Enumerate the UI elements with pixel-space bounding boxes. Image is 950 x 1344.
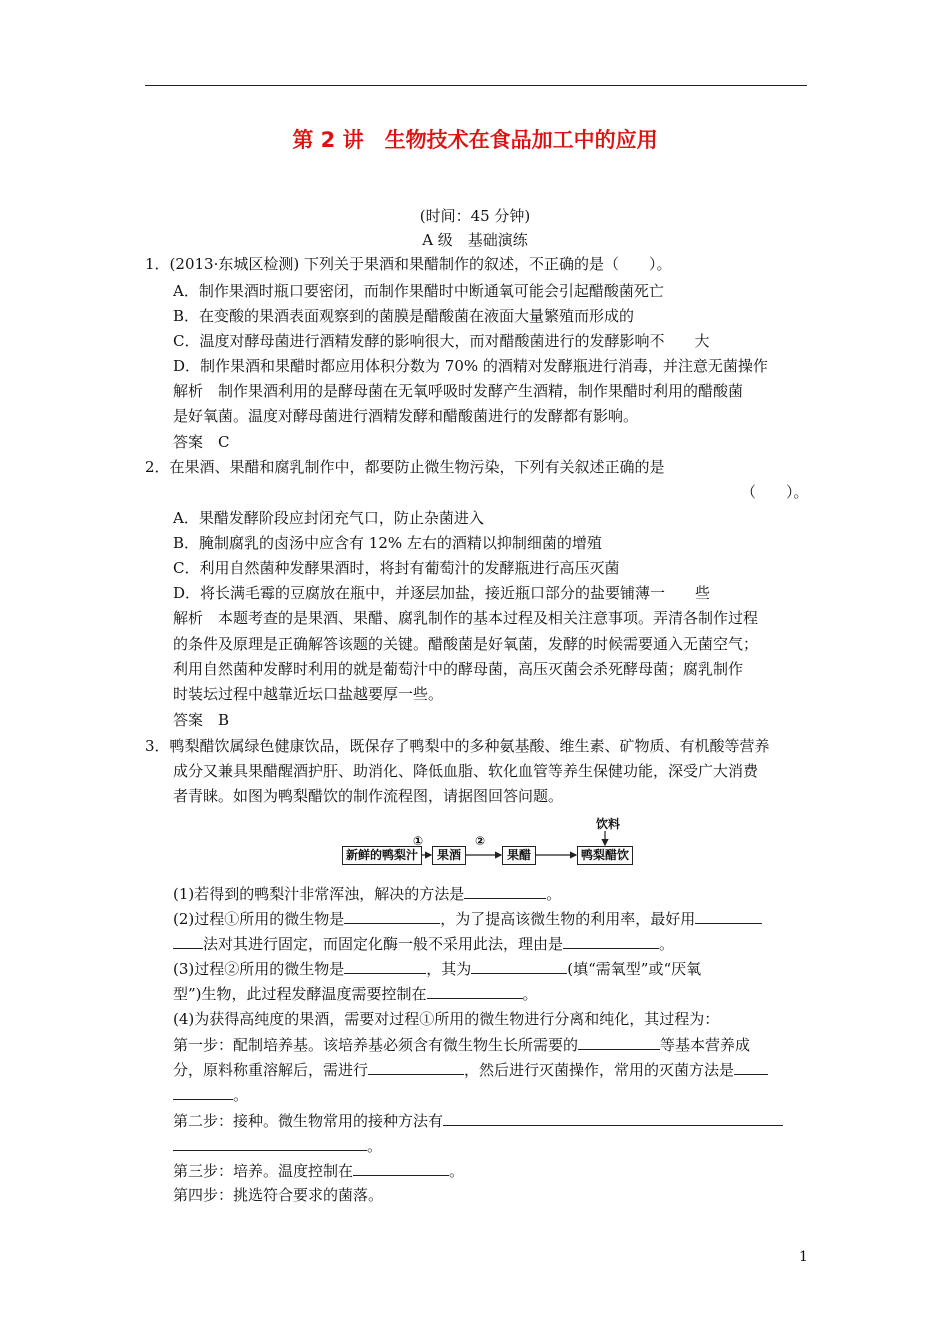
q2-option-c: C．利用自然菌种发酵果酒时，将封有葡萄汁的发酵瓶进行高压灭菌: [173, 559, 620, 577]
q3-part-2-cont: 法对其进行固定，而固定化酶一般不采用此法，理由是 。: [173, 933, 674, 954]
q2-option-a: A．果醋发酵阶段应封闭充气口，防止杂菌进入: [173, 509, 484, 527]
page-title: 第 2 讲 生物技术在食品加工中的应用: [292, 128, 658, 152]
q3-step-1: 第一步：配制培养基。该培养基必须含有微生物生长所需要的 等基本营养成: [173, 1036, 751, 1054]
q2-analysis-cont: 的条件及原理是正确解答该题的关键。醋酸菌是好氧菌，发酵的时候需要通入无菌空气；: [173, 635, 759, 653]
q3-step-2-cont: 。: [173, 1135, 382, 1156]
q1-option-b: B．在变酸的果酒表面观察到的菌膜是醋酸菌在液面大量繁殖而形成的: [173, 307, 635, 325]
q1-answer: 答案 C: [173, 433, 230, 451]
answer-blank[interactable]: [173, 1084, 233, 1100]
answer-blank[interactable]: [173, 933, 203, 949]
q1-option-a: A．制作果酒时瓶口要密闭，而制作果醋时中断通氧可能会引起醋酸菌死亡: [173, 282, 664, 300]
flow-box-fresh-pear-juice: 新鲜的鸭梨汁: [342, 846, 422, 865]
q3-step-3: 第三步：培养。温度控制在 。: [173, 1162, 465, 1180]
answer-blank[interactable]: [368, 1059, 464, 1075]
answer-blank[interactable]: [443, 1110, 783, 1126]
q3-stem: 3．鸭梨醋饮属绿色健康饮品，既保存了鸭梨中的多种氨基酸、维生素、矿物质、有机酸等营养: [145, 737, 770, 755]
q2-option-d: D．将长满毛霉的豆腐放在瓶中，并逐层加盐，接近瓶口部分的盐要铺薄一 些: [173, 584, 711, 602]
q2-analysis-cont: 利用自然菌种发酵时利用的就是葡萄汁中的酵母菌，高压灭菌会杀死酵母菌；腐乳制作: [173, 660, 744, 678]
level-heading: A 级 基础演练: [422, 231, 528, 249]
answer-blank[interactable]: [563, 933, 659, 949]
answer-blank[interactable]: [353, 1160, 449, 1176]
answer-blank[interactable]: [344, 908, 440, 924]
q3-stem-cont: 者青睐。如图为鸭梨醋饮的制作流程图，请据图回答问题。: [173, 787, 564, 805]
q3-step-1-cont: 。: [173, 1084, 248, 1105]
page-number: 1: [799, 1249, 808, 1265]
q2-bracket: （ ）。: [741, 483, 809, 501]
q1-stem: 1．(2013·东城区检测) 下列关于果酒和果醋制作的叙述，不正确的是（ ）。: [145, 255, 672, 273]
answer-blank[interactable]: [173, 1135, 367, 1151]
q1-option-c: C．温度对酵母菌进行酒精发酵的影响很大，而对醋酸菌进行的发酵影响不 大: [173, 332, 710, 350]
flow-box-fruit-vinegar: 果醋: [502, 846, 536, 865]
answer-blank[interactable]: [734, 1059, 768, 1075]
q3-part-4: (4)为获得高纯度的果酒，需要对过程①所用的微生物进行分离和纯化，其过程为：: [173, 1010, 720, 1028]
flow-step-1-label: ①: [413, 834, 424, 848]
q2-analysis: 解析 本题考查的是果酒、果醋、腐乳制作的基本过程及相关注意事项。弄清各制作过程: [173, 609, 759, 627]
q2-answer: 答案 B: [173, 711, 230, 729]
flow-box-fruit-wine: 果酒: [432, 846, 466, 865]
q3-part-3-cont: 型”)生物，此过程发酵温度需要控制在 。: [173, 985, 538, 1003]
q3-part-3: (3)过程②所用的微生物是 ，其为 (填“需氧型”或“厌氧: [173, 960, 702, 978]
q3-step-4: 第四步：挑选符合要求的菌落。: [173, 1186, 384, 1204]
q2-option-b: B．腌制腐乳的卤汤中应含有 12% 左右的酒精以抑制细菌的增殖: [173, 534, 602, 552]
q2-analysis-cont: 时装坛过程中越靠近坛口盐越要厚一些。: [173, 685, 444, 703]
answer-blank[interactable]: [427, 983, 523, 999]
q1-analysis-cont: 是好氧菌。温度对酵母菌进行酒精发酵和醋酸菌进行的发酵都有影响。: [173, 407, 639, 425]
q3-stem-cont: 成分又兼具果醋醒酒护肝、助消化、降低血脂、软化血管等养生保健功能，深受广大消费: [173, 762, 759, 780]
flow-box-pear-vinegar-drink: 鸭梨醋饮: [577, 846, 633, 865]
time-note: (时间：45 分钟): [419, 207, 531, 225]
answer-blank[interactable]: [464, 883, 546, 899]
answer-blank[interactable]: [471, 958, 567, 974]
q3-part-2: (2)过程①所用的微生物是 ，为了提高该微生物的利用率，最好用: [173, 908, 762, 929]
answer-blank[interactable]: [344, 958, 426, 974]
answer-blank[interactable]: [578, 1034, 660, 1050]
q2-stem: 2．在果酒、果醋和腐乳制作中，都要防止微生物污染，下列有关叙述正确的是: [145, 458, 665, 476]
q1-option-d: D．制作果酒和果醋时都应用体积分数为 70% 的酒精对发酵瓶进行消毒，并注意无菌操作: [173, 357, 768, 375]
answer-blank[interactable]: [695, 908, 762, 924]
flow-step-2-label: ②: [475, 834, 486, 848]
q3-part-1: (1)若得到的鸭梨汁非常浑浊，解决的方法是 。: [173, 885, 562, 903]
q1-analysis: 解析 制作果酒利用的是酵母菌在无氧呼吸时发酵产生酒精，制作果醋时利用的醋酸菌: [173, 382, 744, 400]
q3-step-1-cont: 分，原料称重溶解后，需进行 ，然后进行灭菌操作，常用的灭菌方法是: [173, 1059, 768, 1080]
flow-input-label: 饮料: [596, 817, 621, 831]
q3-step-2: 第二步：接种。微生物常用的接种方法有: [173, 1110, 783, 1131]
